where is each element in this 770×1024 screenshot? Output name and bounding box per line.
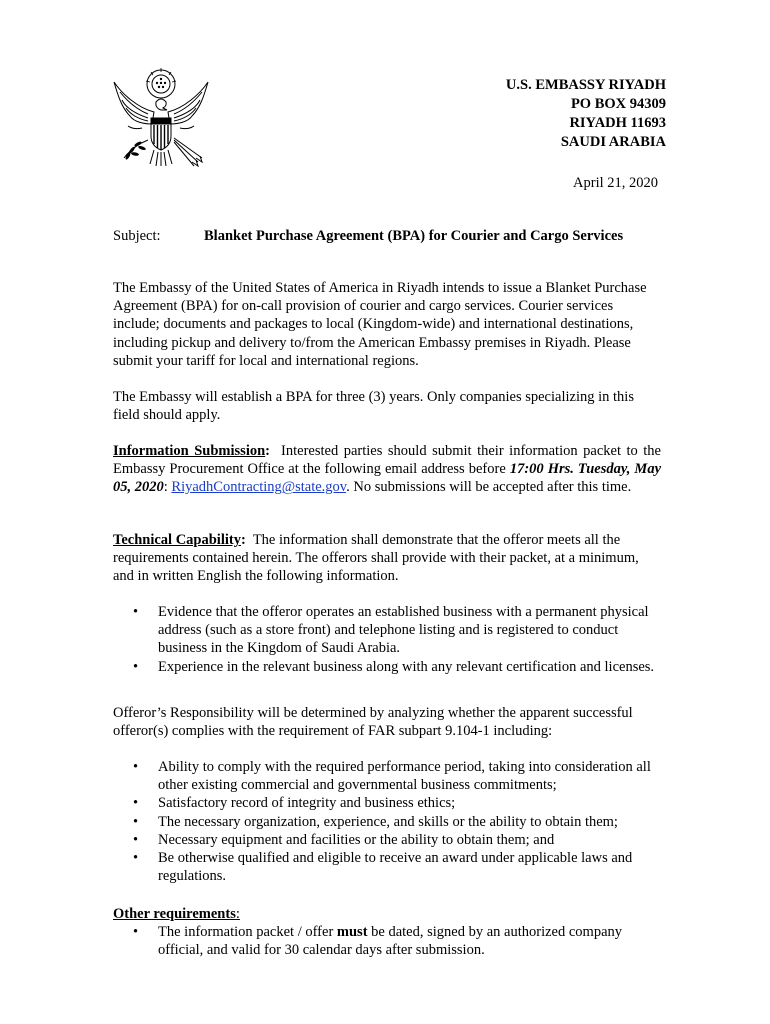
heading-colon: : — [235, 906, 240, 922]
list-item: • The necessary organization, experience, and skills or the ability to obtain them; — [113, 813, 661, 831]
list-item: • Experience in the relevant business along with any relevant certification and licenses. — [113, 658, 661, 676]
heading-colon: : — [265, 443, 271, 459]
list-item: • Necessary equipment and facilities or the ability to obtain them; and — [113, 831, 661, 849]
list-item: • Satisfactory record of integrity and business ethics; — [113, 794, 661, 812]
other-requirements-list — [113, 923, 661, 959]
information-submission-heading: Information Submission — [113, 443, 266, 459]
technical-bullet-list — [113, 603, 661, 676]
technical-capability-heading: Technical Capability — [113, 532, 241, 548]
submission-text: Interested parties should submit their information packet to the Embassy Procurement Office at the following email address before — [113, 443, 661, 478]
submission-deadline: 17:00 Hrs. Tuesday, May 05, 2020 — [113, 461, 662, 496]
duration-paragraph: The Embassy will establish a BPA for three (3) years. Only companies specializing in this field should apply. — [113, 389, 634, 424]
address-line: U.S. EMBASSY RIYADH — [505, 77, 666, 93]
submission-after-text: . No submissions will be accepted after this time. — [346, 479, 632, 496]
bullet-text-before: The information packet / offer — [158, 924, 334, 941]
bullet-text-after: be dated, signed by an authorized company official, and valid for 30 calendar days after submission. — [158, 924, 623, 959]
list-item: • Evidence that the offeror operates an established business with a permanent physical address (such as a store front) and telephone listing and is registered to conduct business in the Kingdom of Saudi Arabia. — [113, 603, 661, 658]
other-requirements-section — [113, 905, 661, 960]
technical-capability-section — [113, 531, 661, 586]
bullet-emphasis: must — [336, 924, 368, 941]
intro-paragraph: The Embassy of the United States of America in Riyadh intends to issue a Blanket Purchase Agreement (BPA) for on-call provision of courier and cargo services. Courier services include; documents and packages to local (Kingdom-wide) and international destinations, including pickup and delivery to/from the American Embassy premises in Riyadh. Please submit your tariff for local and international regions. — [113, 280, 647, 369]
other-requirements-heading: Other requirements — [113, 906, 236, 922]
address-line: PO BOX 94309 — [570, 96, 666, 112]
information-submission-paragraph — [113, 442, 661, 497]
responsibility-bullet-list — [113, 758, 661, 885]
letter-date: April 21, 2020 — [573, 175, 658, 191]
address-line: RIYADH 11693 — [569, 115, 666, 131]
list-item: • Be otherwise qualified and eligible to receive an award under applicable laws and regulations. — [113, 849, 661, 885]
list-item: • Ability to comply with the required performance period, taking into consideration all other existing commercial and governmental business commitments; — [113, 758, 661, 794]
subject-text: Blanket Purchase Agreement (BPA) for Courier and Cargo Services — [204, 228, 624, 244]
list-item — [113, 923, 661, 959]
subject-label: Subject: — [113, 228, 161, 244]
technical-capability-text: The information shall demonstrate that the offeror meets all the requirements contained herein. The offerors shall provide with their packet, at a minimum, and in written English the following information. — [113, 532, 639, 585]
heading-colon: : — [240, 532, 246, 548]
responsibility-paragraph: Offeror’s Responsibility will be determined by analyzing whether the apparent successful offeror(s) complies with the requirement of FAR subpart 9.104-1 including: — [113, 705, 633, 740]
address-line: SAUDI ARABIA — [560, 134, 666, 150]
embassy-address-block — [506, 76, 666, 152]
email-link[interactable]: RiyadhContracting@state.gov — [171, 479, 347, 496]
submission-colon: : — [163, 479, 168, 496]
us-great-seal-logo — [108, 64, 214, 176]
